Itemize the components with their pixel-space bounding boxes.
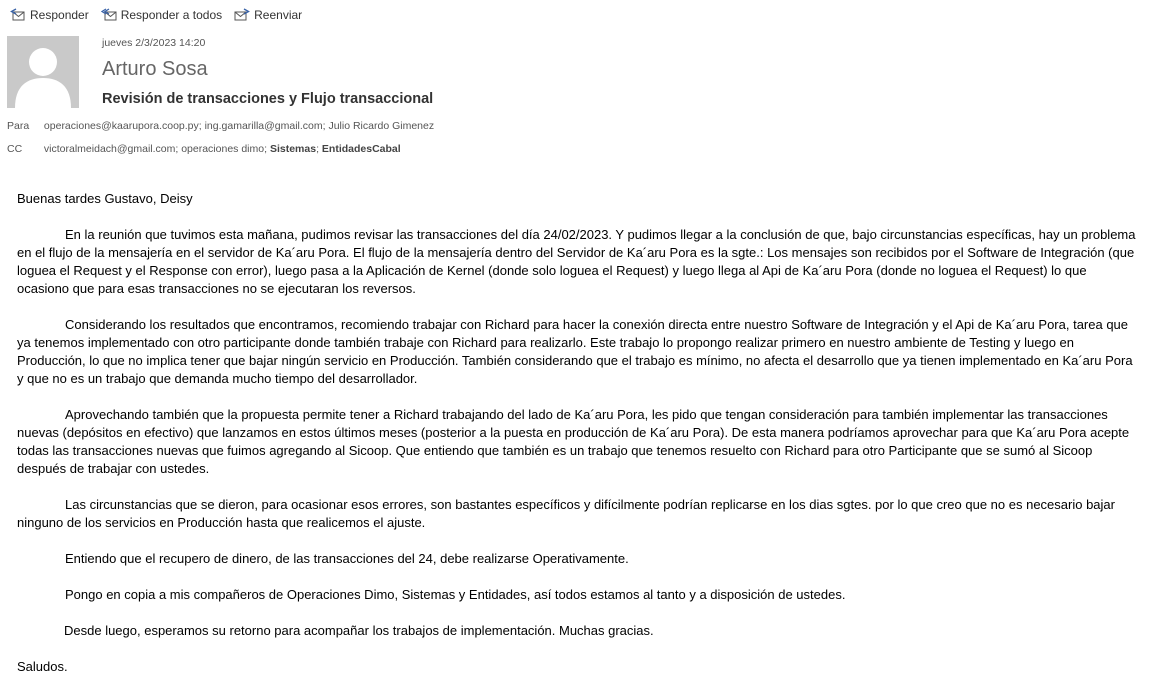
cc-label: CC: [7, 143, 23, 155]
sender-avatar[interactable]: [7, 36, 79, 108]
to-recipients[interactable]: operaciones@kaarupora.coop.py; ing.gamarilla@gmail.com; Julio Ricardo Gimenez: [43, 120, 435, 132]
paragraph-4: Las circunstancias que se dieron, para ocasionar esos errores, son bastantes específicos y difícilmente podrían replicarse en los dias sgtes. por lo que creo que no es necesario bajar ninguno de los servicios en Producción hasta que realicemos el ajuste.: [17, 497, 1115, 530]
cc-group-sistemas[interactable]: Sistemas: [269, 143, 317, 155]
cc-separator: ;: [316, 143, 319, 155]
reply-all-icon: [101, 7, 117, 23]
cc-group-entidadescabal[interactable]: EntidadesCabal: [321, 143, 401, 155]
closing: Saludos.: [17, 659, 68, 674]
forward-label: Reenviar: [254, 8, 303, 22]
message-body: [17, 190, 1142, 694]
paragraph-6: Pongo en copia a mis compañeros de Operaciones Dimo, Sistemas y Entidades, así todos estamos al tanto y a disposición de ustedes.: [65, 587, 846, 602]
to-label: Para: [7, 120, 30, 132]
sender-name[interactable]: Arturo Sosa: [102, 58, 208, 80]
paragraph-2: Considerando los resultados que encontramos, recomiendo trabajar con Richard para hacer la conexión directa entre nuestro Software de Integración y el Api de Ka´aru Pora, tarea que ya tenemos implementado con otro participante donde también trabaje con Richard para realizarlo. Este trabajo lo propongo realizar primero en nuestro ambiente de Testing y luego en Producción, lo que no implica tener que bajar ningún servicio en Producción. También considerando que el trabajo es mínimo, no afecta el desarrollo que ya tienen implementado en Ka´aru Pora y que no es un trabajo que demanda mucho tiempo del desarrollador.: [17, 317, 1133, 386]
cc-row: [7, 143, 401, 155]
paragraph-5: Entiendo que el recupero de dinero, de las transacciones del 24, debe realizarse Operativamente.: [65, 551, 629, 566]
reply-icon: [10, 7, 26, 23]
reply-button[interactable]: [10, 7, 89, 23]
greeting: Buenas tardes Gustavo, Deisy: [17, 191, 193, 206]
email-subject: Revisión de transacciones y Flujo transaccional: [102, 91, 434, 107]
reading-pane-toolbar: [10, 6, 302, 24]
forward-icon: [234, 7, 250, 23]
person-icon: [7, 36, 79, 108]
paragraph-1: En la reunión que tuvimos esta mañana, pudimos revisar las transacciones del día 24/02/2023. Y pudimos llegar a la conclusión de que, bajo circunstancias específicas, hay un problema en el flujo de la mensajería en el servidor de Ka´aru Pora. El flujo de la mensajería dentro del Servidor de Ka´aru Pora es la sgte.: Los mensajes son recibidos por el Software de Integración (que loguea el Request y el Response con error), luego pasa a la Aplicación de Kernel (donde solo loguea el Request) y luego llega al Api de Ka´aru Pora (donde no loguea el Request) lo que ocasiono que para esas transacciones no se ejecutaran los reversos.: [17, 227, 1136, 296]
paragraph-3: Aprovechando también que la propuesta permite tener a Richard trabajando del lado de Ka´aru Pora, les pido que tengan consideración para también implementar las transacciones nuevas (depósitos en efectivo) que lanzamos en estos últimos meses (posterior a la puesta en producción de Ka´aru Pora). De esta manera podríamos aprovechar para que Ka´aru Pora acepte todas las transacciones nuevas que fuimos agregando al Sicoop. Que entiendo que también es un trabajo que tenemos resuelto con Richard para otro Participante que se sumó al Sicoop después de trabajar con ustedes.: [17, 407, 1130, 476]
reply-label: Responder: [30, 8, 89, 22]
forward-button[interactable]: [234, 7, 302, 23]
paragraph-7: Desde luego, esperamos su retorno para acompañar los trabajos de implementación. Muchas gracias.: [64, 623, 654, 638]
to-row: [7, 120, 434, 132]
cc-recipients[interactable]: victoralmeidach@gmail.com; operaciones dimo;: [43, 143, 268, 155]
reply-all-button[interactable]: [101, 7, 222, 23]
sent-date: jueves 2/3/2023 14:20: [102, 37, 206, 49]
reply-all-label: Responder a todos: [120, 8, 223, 22]
